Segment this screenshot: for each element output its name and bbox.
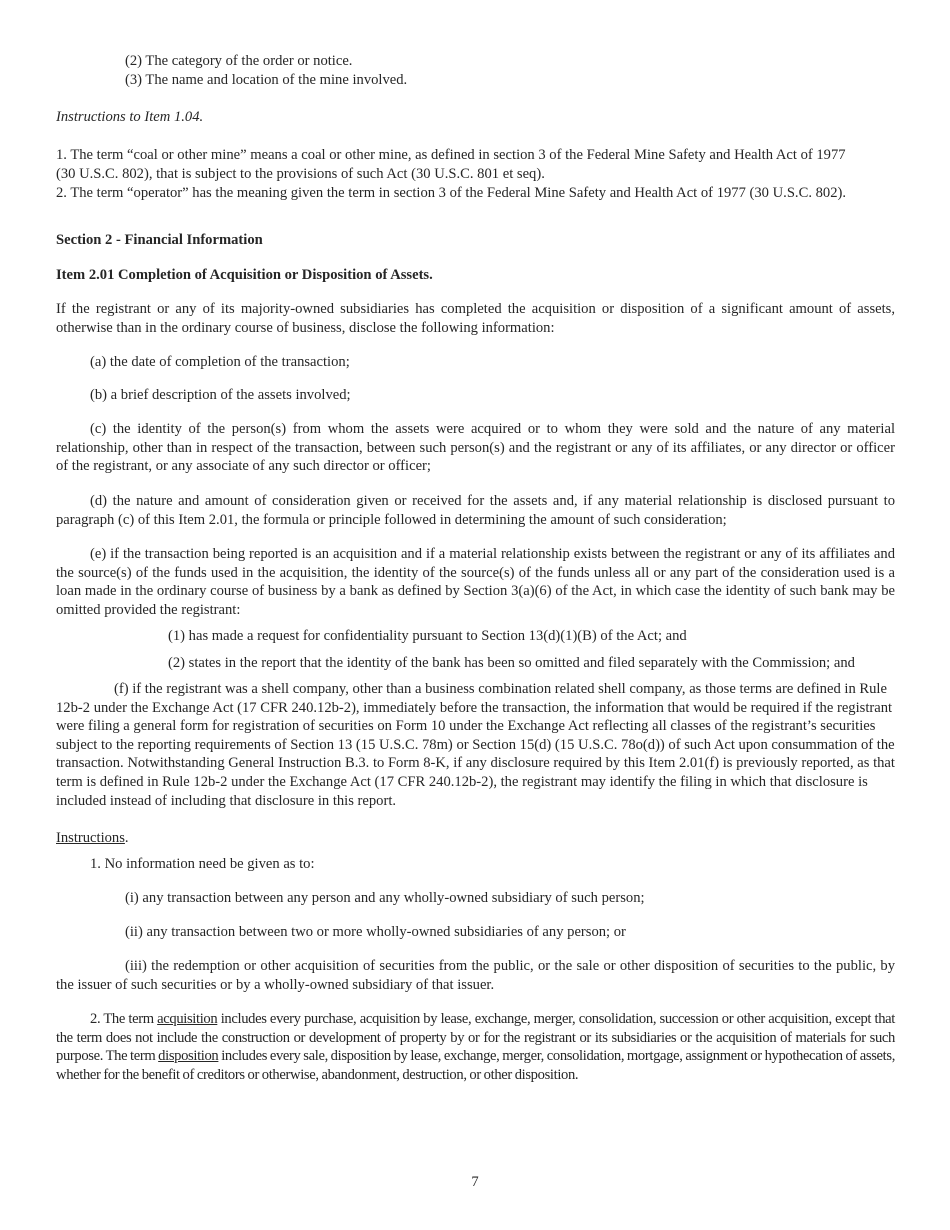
item-201-a: (a) the date of completion of the transaction; [90, 354, 350, 370]
instructions-104-p2: 2. The term “operator” has the meaning given the term in section 3 of the Federal Mine Safety and Health Act of 1977 (30 U.S.C. 802). [56, 185, 847, 201]
instructions-104-heading: Instructions to Item 1.04. [56, 109, 204, 125]
item-201-c: (c) the identity of the person(s) from whom the assets were acquired or to whom they were sold and the nature of any material relationship, other than in respect of the transaction, between such person(s) and the registrant or any of its affiliates, or any director or officer of the registrant, or any associate of any such director or officer; [56, 421, 895, 475]
instructions-ii: (ii) any transaction between two or more wholly-owned subsidiaries of any person; or [125, 924, 626, 940]
instructions-n2-pre: 2. The term [90, 1011, 158, 1027]
item-201-heading: Item 2.01 Completion of Acquisition or Disposition of Assets. [56, 267, 433, 283]
item-201-d: (d) the nature and amount of consideration given or received for the assets and, if any material relationship is disclosed pursuant to paragraph (c) of this Item 2.01, the formula or principle followed in determining the amount of such consideration; [56, 493, 895, 528]
item-201-intro: If the registrant or any of its majority-owned subsidiaries has completed the acquisition or disposition of a significant amount of assets, otherwise than in the ordinary course of business, disclose the following information: [56, 301, 895, 336]
term-acquisition: acquisition [157, 1011, 218, 1027]
instructions-104-p1: 1. The term “coal or other mine” means a coal or other mine, as defined in section 3 of the Federal Mine Safety and Health Act of 1977 (30 U.S.C. 802), that is subject to the provisions of such Act (30 U.S.C. 801 et seq). [56, 147, 846, 182]
instructions-iii: (iii) the redemption or other acquisition of securities from the public, or the sale or other disposition of securities to the public, by the issuer of such securities or by a wholly-owned subsidiary of that issuer. [56, 958, 895, 993]
section-2-heading: Section 2 - Financial Information [56, 232, 263, 248]
item-201-e2: (2) states in the report that the identity of the bank has been so omitted and filed separately with the Commission; and [168, 655, 855, 671]
list-item-mine-location: (3) The name and location of the mine involved. [125, 72, 408, 88]
page-number: 7 [471, 1174, 479, 1190]
term-disposition: disposition [158, 1048, 219, 1065]
instructions-n2-mid: includes every purchase, acquisition by lease, exchange, merger, consolidation, succession or other acquisition, except that the term does not include the construction or development of property by or for the registrant or its subsidiaries or the acquisition of materials for such purpose. The term [56, 1011, 895, 1065]
instructions-n2-post: includes every sale, disposition by lease, exchange, merger, consolidation, mortgage, assignment or hypothecation of assets, whether for the benefit of creditors or otherwise, abandonment, destruction, or other disposition. [56, 1048, 895, 1083]
instructions-n2 [56, 1010, 895, 1084]
instructions-heading-period: . [124, 830, 129, 846]
instructions-n1: 1. No information need be given as to: [90, 856, 315, 872]
list-item-category: (2) The category of the order or notice. [125, 53, 353, 69]
item-201-b: (b) a brief description of the assets involved; [90, 387, 351, 403]
item-201-e: (e) if the transaction being reported is an acquisition and if a material relationship exists between the registrant or any of its affiliates and the source(s) of the funds used in the acquisition, the identity of the source(s) of the funds unless all or any part of the consideration used is a loan made in the ordinary course of business by a bank as defined by Section 3(a)(6) of the Act, in which case the identity of such bank may be omitted provided the registrant: [56, 546, 895, 618]
instructions-heading-line [56, 829, 129, 848]
instructions-i: (i) any transaction between any person and any wholly-owned subsidiary of such person; [125, 890, 645, 906]
instructions-heading: Instructions [56, 830, 125, 846]
item-201-e1: (1) has made a request for confidentiality pursuant to Section 13(d)(1)(B) of the Act; and [168, 628, 687, 644]
item-201-f: (f) if the registrant was a shell company, other than a business combination related shell company, as those terms are defined in Rule 12b-2 under the Exchange Act (17 CFR 240.12b-2), immediately before the transaction, the information that would be required if the registrant were filing a general form for registration of securities on Form 10 under the Exchange Act reflecting all classes of the registrant’s securities subject to the reporting requirements of Section 13 (15 U.S.C. 78m) or Section 15(d) (15 U.S.C. 78o(d)) of such Act upon consummation of the transaction. Notwithstanding General Instruction B.3. to Form 8-K, if any disclosure required by this Item 2.01(f) is previously reported, as that term is defined in Rule 12b-2 under the Exchange Act (17 CFR 240.12b-2), the registrant may identify the filing in which that disclosure is included instead of including that disclosure in this report. [56, 681, 895, 809]
